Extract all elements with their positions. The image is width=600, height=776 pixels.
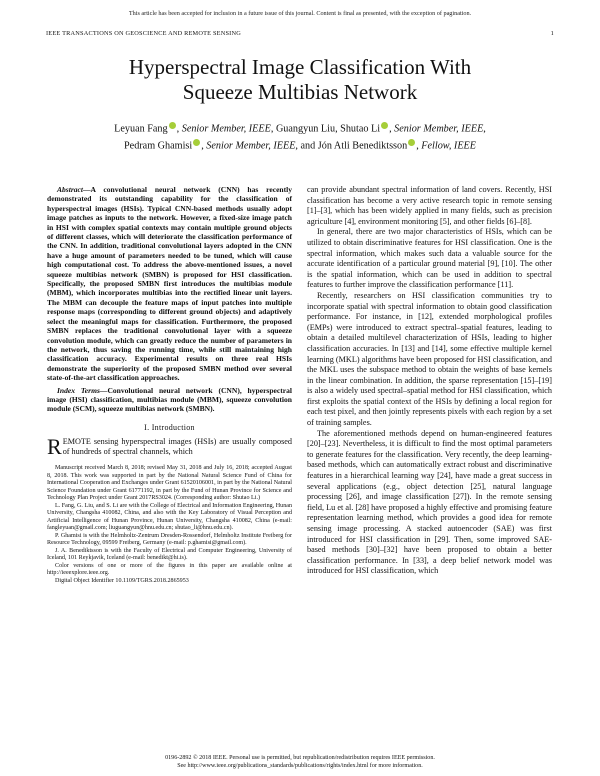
author-name: Leyuan Fang — [114, 123, 168, 135]
orcid-icon[interactable] — [193, 139, 200, 146]
author-role: Senior Member, IEEE — [206, 140, 296, 152]
journal-name: IEEE TRANSACTIONS ON GEOSCIENCE AND REMOTE SENSING — [46, 30, 241, 37]
rights-link[interactable]: See http://www.ieee.org/publications_standards/publications/rights/index.html for more information. — [177, 763, 423, 769]
copyright-line: 0196-2892 © 2018 IEEE. Personal use is permitted, but republication/redistribution requires IEEE permission. — [165, 755, 435, 761]
orcid-icon[interactable] — [169, 122, 176, 129]
body-paragraph: Recently, researchers on HSI classification communities try to incorporate spatial with spectral information to obtain good classification performance. For instance, in [12], extended morphological profiles (EMPs) were introduced to extract spectral–spatial features, leading to obtain a detailed multilevel characterization of HSIs, leading to higher classification accuracies. In [13] and [14], some effective multiple kernel learning (MKL) algorithms have been proposed for HSI classification, and the MKL uses the subspace method to obtain the weights of base kernels in the linear combination. In addition, the sparse representation [15]–[19] is also a widely used spectral–spatial method for HSI classification, which first exploits the spatial context of the HSIs by defining a local region for each test pixel, and then jointly represents pixels with each region by a set of training samples. — [307, 290, 552, 428]
author-role: Senior Member, IEEE — [394, 123, 484, 135]
author-role: Senior Member, IEEE — [181, 123, 271, 135]
author-role: Fellow, IEEE — [421, 140, 476, 152]
title-line-1: Hyperspectral Image Classification With — [128, 55, 472, 79]
section-heading: I. Introduction — [144, 422, 195, 432]
author-name: Pedram Ghamisi — [124, 140, 193, 152]
paper-title — [60, 55, 540, 105]
index-terms — [47, 386, 292, 414]
right-column — [307, 185, 552, 577]
author-name: and Jón Atli Benediktsson — [300, 140, 408, 152]
left-column — [47, 185, 292, 585]
body-paragraph: The aforementioned methods depend on human-engineered features [20]–[23]. Nevertheless, it is difficult to find the most optimal parameters to generate features for the classification. Very recently, the deep learning-based methods, which can automatically extract robust and discriminative features in a hierarchical learning way [24], have made a great success in several applications (e.g., object detection [25], natural language processing [26], and image classification [27]). In the remote sensing field, Lu et al. [28] have proposed a highly effective and promising feature representation learning method, which provides a good idea for remote sensing image processing. A stacked autoencoder (SAE) was first introduced for HSI classification in [29]. Then, some improved SAE-based methods [30]–[32] have been proposed to obtain a better classification performance. In [33], a deep belief network model was introduced for HSI classification, which — [307, 428, 552, 576]
footnote-affiliation: P. Ghamisi is with the Helmholtz-Zentrum Dresden-Rossendorf, Helmholtz Institute Freiberg for Resource Technology, 09599 Freiberg, Germany (e-mail: p.ghamisi@gmail.com). — [47, 532, 292, 547]
index-terms-text: —Convolutional neural network (CNN), hyperspectral image (HSI) classification, multibias module (MBM), squeeze convolution module (SCM), squeeze multibias network (SMBN). — [47, 385, 292, 414]
intro-text: EMOTE sensing hyperspectral images (HSIs) are usually composed of hundreds of spectral channels, which — [62, 437, 292, 457]
page-number: 1 — [550, 30, 554, 37]
title-line-2: Squeeze Multibias Network — [182, 80, 418, 104]
drop-cap: R — [47, 434, 62, 460]
abstract — [47, 185, 292, 383]
copyright-notice — [0, 754, 600, 770]
footnote-color: Color versions of one or more of the figures in this paper are available online at http://ieeexplore.ieee.org. — [47, 562, 292, 577]
acceptance-banner: This article has been accepted for inclusion in a future issue of this journal. Content is final as presented, with the exception of pagination. — [128, 10, 472, 17]
running-head — [46, 30, 554, 37]
abstract-lead: Abstract — [57, 185, 83, 194]
footnote-doi: Digital Object Identifier 10.1109/TGRS.2018.2865953 — [55, 577, 189, 584]
author-line-1: Leyuan Fang , Senior Member, IEEE, Guangyun Liu, Shutao Li , Senior Member, IEEE, — [114, 123, 486, 135]
body-paragraph: In general, there are two major characteristics of HSIs, which can be utilized to obtain discriminative features for HSI classification. One is the spectral information, which makes such data a valuable source for the accurate identification of a particular ground material [9], [10]. The other is the spatial information, which can be used in addition to spectral features to further improve the classification performance [11]. — [307, 227, 552, 290]
author-list — [40, 120, 560, 155]
author-line-2: Pedram Ghamisi , Senior Member, IEEE, and Jón Atli Benediktsson , Fellow, IEEE — [124, 140, 476, 152]
orcid-icon[interactable] — [408, 139, 415, 146]
footnote-affiliation: L. Fang, G. Liu, and S. Li are with the College of Electrical and Information Engineering, Hunan University, Changsha 410082, China, and also with the Key Laboratory of Visual Perception and Artificial Intelligence of Hunan Province, Hunan University, Changsha 410082, China (e-mail: fangleyuan@gmail.com; liuguangyun@hnu.edu.cn; shutao_li@hnu.edu.cn). — [47, 502, 292, 532]
intro-paragraph — [47, 434, 292, 460]
footnotes — [47, 465, 292, 585]
footnote-affiliation: J. A. Benediktsson is with the Faculty of Electrical and Computer Engineering, University of Iceland, 101 Reykjavik, Iceland (e-mail: benedikt@hi.is). — [47, 547, 292, 562]
orcid-icon[interactable] — [381, 122, 388, 129]
footnote-manuscript: Manuscript received March 8, 2018; revised May 31, 2018 and July 16, 2018; accepted August 8, 2018. This work was supported in part by the National Natural Science Fund of China for International Cooperation and Exchanges under Grant 61520106001, in part by the National Natural Science Foundation under Grant 61771192, in part by the Fund of Hunan Province for Science and Technology Plan Project under Grant 2017RS3024. (Corresponding author: Shutao Li.) — [47, 465, 292, 502]
abstract-text: —A convolutional neural network (CNN) has recently demonstrated its outstanding capability for the classification of hyperspectral images (HSIs). Typical CNN-based methods usually adopt image patches as inputs to the network. However, a fixed-size image patch in HSI with complex spatial contexts may contain multiple ground objects of different classes, which will deteriorate the classification performance of the CNN. In addition, traditional convolutional layers adopted in the CNN have a huge amount of parameters needed to be tuned, which will cause high computational cost. To address the above-mentioned issues, a novel squeeze multibias network (SMBN) is proposed for HSI classification. Specifically, the proposed SMBN first introduces the multibias module (MBM), which incorporates multibias into the rectified linear unit layers. The MBM can decouple the feature maps of input patches into multiple response maps (corresponding to different ground objects) and adaptively select the meaningful maps for classification. Furthermore, the proposed SMBN replaces the traditional convolutional layer with a squeeze convolution module, which can greatly reduce the number of parameters in the network, thus saving the running time, while still maintaining high classification accuracy. Experimental results on three real HSIs demonstrate the superiority of the proposed SMBN method over several state-of-the-art classification approaches. — [47, 185, 292, 383]
index-terms-lead: Index Terms — [57, 385, 100, 395]
body-paragraph: can provide abundant spectral information of land covers. Recently, HSI classification has become a very active research topic in remote sensing [1]–[3], which has been widely applied in many fields, such as precision agriculture [4], environment monitoring [5], and other fields [6]–[8]. — [307, 185, 552, 226]
author-name: Guangyun Liu, Shutao Li — [275, 123, 381, 135]
